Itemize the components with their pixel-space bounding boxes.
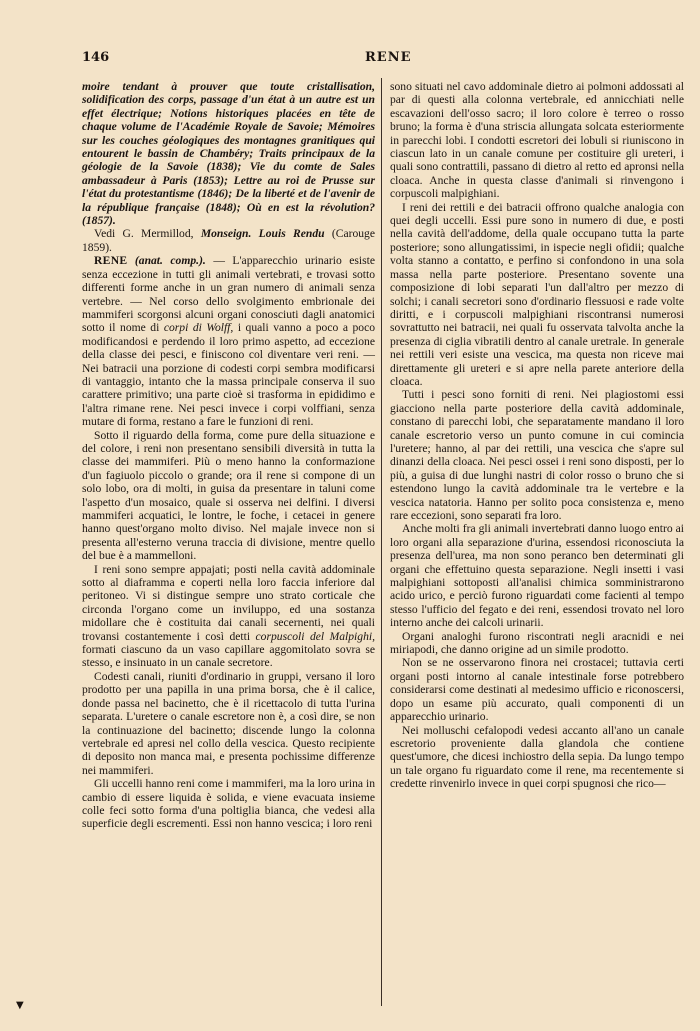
entry-text-1: — L'apparecchio urinario esiste senza eccezione in tutti gli animali vertebrati, e trovasi sotto differenti forme anche in un gran numero di animali senza vertebre. — Nel corso dello svolgimento embrionale dei mammiferi scorgonsi alcuni organi conosciuti dagli anatomici sotto il nome di bbox=[82, 254, 375, 335]
entry-category: (anat. comp.). bbox=[127, 254, 206, 268]
reference-title: Monseign. Louis Rendu bbox=[200, 227, 325, 241]
paragraph-birds: Gli uccelli hanno reni come i mammiferi, ma la loro urina in cambio di essere liquida è solida, e viene evacuata insieme colle feci sotto forma d'una poltiglia bianca, che vedesi alla superficie degli escrementi. Essi non hanno vescica; i loro reni bbox=[82, 777, 375, 831]
bibliography-continuation: moire tendant à prouver que toute cristallisation, solidification des corps, passage d'un état à un autre est un effet électrique; Notions historiques placées en tête de chaque volume de l'Académie Royale de Savoie; Mémoires sur les couches géologiques des montagnes granitiques qui entourent le bassin de Chambéry; Traits principaux de la géologie de la Savoie (1838); Vie du comte de Sales ambassadeur à Paris (1853); Lettre au roi de Prusse sur l'état du protestantisme (1846); De la liberté et de l'avenir de la république française (1848); Où en est la révolution? (1857). bbox=[82, 80, 375, 228]
paragraph-arachnids: Organi analoghi furono riscontrati negli aracnidi e nei miriapodi, che danno origine ad un simile prodotto. bbox=[390, 629, 684, 657]
paragraph-canals: Codesti canali, riuniti d'ordinario in gruppi, versano il loro prodotto per una papilla in una prima borsa, che è il calice, donde passa nel bacinetto, che è il ricettacolo di tutta l'urina separata. L'uretere o canale escretore non è, a così dire, se non la continuazione del bacinetto; discende lungo la colonna vertebrale ed apresi nel collo della vescica. Questo recipiente di deposito non manca mai, e presenta pochissime differenze nei mammiferi. bbox=[82, 669, 375, 777]
position-text-2: formati ciascuno da un vaso capillare aggomitolato sovra se stesso, e insinuato in un canale secretore. bbox=[82, 643, 375, 670]
page-number: 146 bbox=[82, 50, 110, 65]
right-column bbox=[390, 80, 684, 791]
entry-headword: RENE bbox=[94, 254, 128, 268]
paragraph-crustaceans: Non se ne osservarono finora nei crostacei; tuttavia certi organi posti intorno al canale intestinale forse potrebbero considerarsi come destinati al medesimo ufficio e riconoscersi, dopo un esame più accurato, quali componenti di un apparecchio urinario. bbox=[390, 656, 684, 724]
reference-paragraph bbox=[82, 227, 375, 254]
left-column bbox=[82, 80, 375, 831]
reference-place: (Carouge 1859). bbox=[82, 227, 375, 254]
paragraph-reptiles: I reni dei rettili e dei batracii offrono qualche analogia con quei degli uccelli. Essi pure sono in numero di due, e posti nella cavità dell'addome, della quale occupano tutta la parte posteriore; sono allungatissimi, in ispecie negli ofidii; qualche volta stanno a contatto, e perfino si confondono in una sola massa nella parte posteriore. Presentano sovente una composizione di lobi separati l'un dall'altro per mezzo di solchi; i canali secretori sono d'ordinario flessuosi e rade volte diritti, e i corpuscoli malpighiani riscontransi numerosi sovrattutto nei batracii, nei quali fu osservata talvolta anche la presenza di ciglia vibratili dentro al canale uretrale. In generale nei rettili veri esiste una vescica, ma questa non riceve mai direttamente gli ureteri e si apre nella parete anteriore della cloaca. bbox=[390, 200, 684, 388]
margin-mark: ▼ bbox=[16, 1000, 24, 1011]
page-header bbox=[82, 50, 682, 70]
paragraph-fishes: Tutti i pesci sono forniti di reni. Nei plagiostomi essi giacciono nella parte posteriore della cavità addominale, constano di parecchi lobi, che separatamente mandano il loro canale escretorio verso un punto comune in cui comincia l'uretere; hanno, al par dei rettili, una vescica che s'apre sul dinanzi della cloaca. Nei pesci ossei i reni sono disposti, per lo più, a guisa di due lunghi nastri di color rosso o bruno che si estendono lungo la cavità addominale tra le vertebre e la vescica natatoria. Hanno per solito poca consistenza e, meno rare eccezioni, sono separati fra loro. bbox=[390, 388, 684, 522]
column-divider bbox=[381, 78, 382, 1006]
position-text-1: I reni sono sempre appajati; posti nella cavità addominale sotto al diaframma e coperti nella loro faccia inferiore dal peritoneo. Vi si distingue sempre uno strato corticale che circonda l'organo come un inviluppo, ed una sostanza midollare che è costituita dai canali secernenti, nei quali trovansi costantemente i così detti bbox=[82, 562, 375, 643]
entry-text-2: i quali vanno a poco a poco modificandosi e perdendo il loro primo aspetto, ad eccezione della classe dei pesci, e finiscono col diventare veri reni. — Nei batracii una porzione di codesti corpi sembra modificarsi di vantaggio, intanto che la massa principale conserva il suo carattere primitivo; una parte cioè si trasforma in epididimo e l'altra rimane rene. Nei pesci invece i corpi volffiani, senza mutare di forma, restano a fare le funzioni di reni. bbox=[82, 321, 376, 429]
running-head: RENE bbox=[365, 50, 412, 65]
entry-term-wolff: corpi di Wolff, bbox=[163, 321, 234, 335]
paragraph-invertebrates: Anche molti fra gli animali invertebrati danno luogo entro ai loro organi alla separazione d'urina, essendosi riconosciuta la presenza dell'urea, ma non sono peranco ben determinati gli organi che effettuino questa separazione. Negli insetti i vasi malpighiani sottoposti all'analisi chimica somministrarono acido urico, e perciò furono riguardati come facienti al tempo stesso l'ufficio del fegato e dei reni, essendosi trovato nel loro interno anche dei calcoli urinarii. bbox=[390, 522, 684, 630]
paragraph-molluscs: Nei molluschi cefalopodi vedesi accanto all'ano un canale escretorio proveniente dalla glandola che contiene quest'umore, che dicesi inchiostro della sepia. Da lungo tempo un tale organo fu riguardato come il rene, ma recentemente si credette rinvenirlo invece in quei corpi spugnosi che rico— bbox=[390, 723, 684, 791]
paragraph-form: Sotto il riguardo della forma, come pure della situazione e del colore, i reni non presentano sensibili diversità in tutta la classe dei mammiferi. Più o meno hanno la conformazione d'un fagiuolo piccolo o grande; ora il rene si compone di un solo lobo, ora di molti, in guisa da presentare in taluni come l'aspetto d'un mosaico, quale si osserva nei delfini. I diversi mammiferi acquatici, le lontre, le foche, i cetacei in genere hanno quest'organo molto diviso. Nel majale invece non si presenta all'esterno veruna traccia di divisione, mentre quello del bue è a mammelloni. bbox=[82, 428, 375, 563]
term-malpighi: corpuscoli del Malpighi, bbox=[255, 629, 375, 643]
entry-paragraph bbox=[82, 254, 375, 428]
reference-text: Vedi G. Mermillod, bbox=[94, 227, 201, 241]
paragraph-position bbox=[82, 563, 375, 670]
paragraph-birds-continued: sono situati nel cavo addominale dietro ai polmoni addossati al par di questi alla colonna vertebrale, ed annicchiati nelle escavazioni dell'osso sacro; il loro colore è terreo o rosso bruno; la forma è d'una striscia allungata solcata esteriormente in parecchi lobi. I condotti escretori dei lobuli si riuniscono in ciascun lato in un canale comune per costituire gli ureteri, i quali sono contrattili, passano di dietro al retto ed apronsi nella cloaca. Anche in questa classe d'animali si rinvengono i corpuscoli malpighiani. bbox=[390, 80, 684, 201]
